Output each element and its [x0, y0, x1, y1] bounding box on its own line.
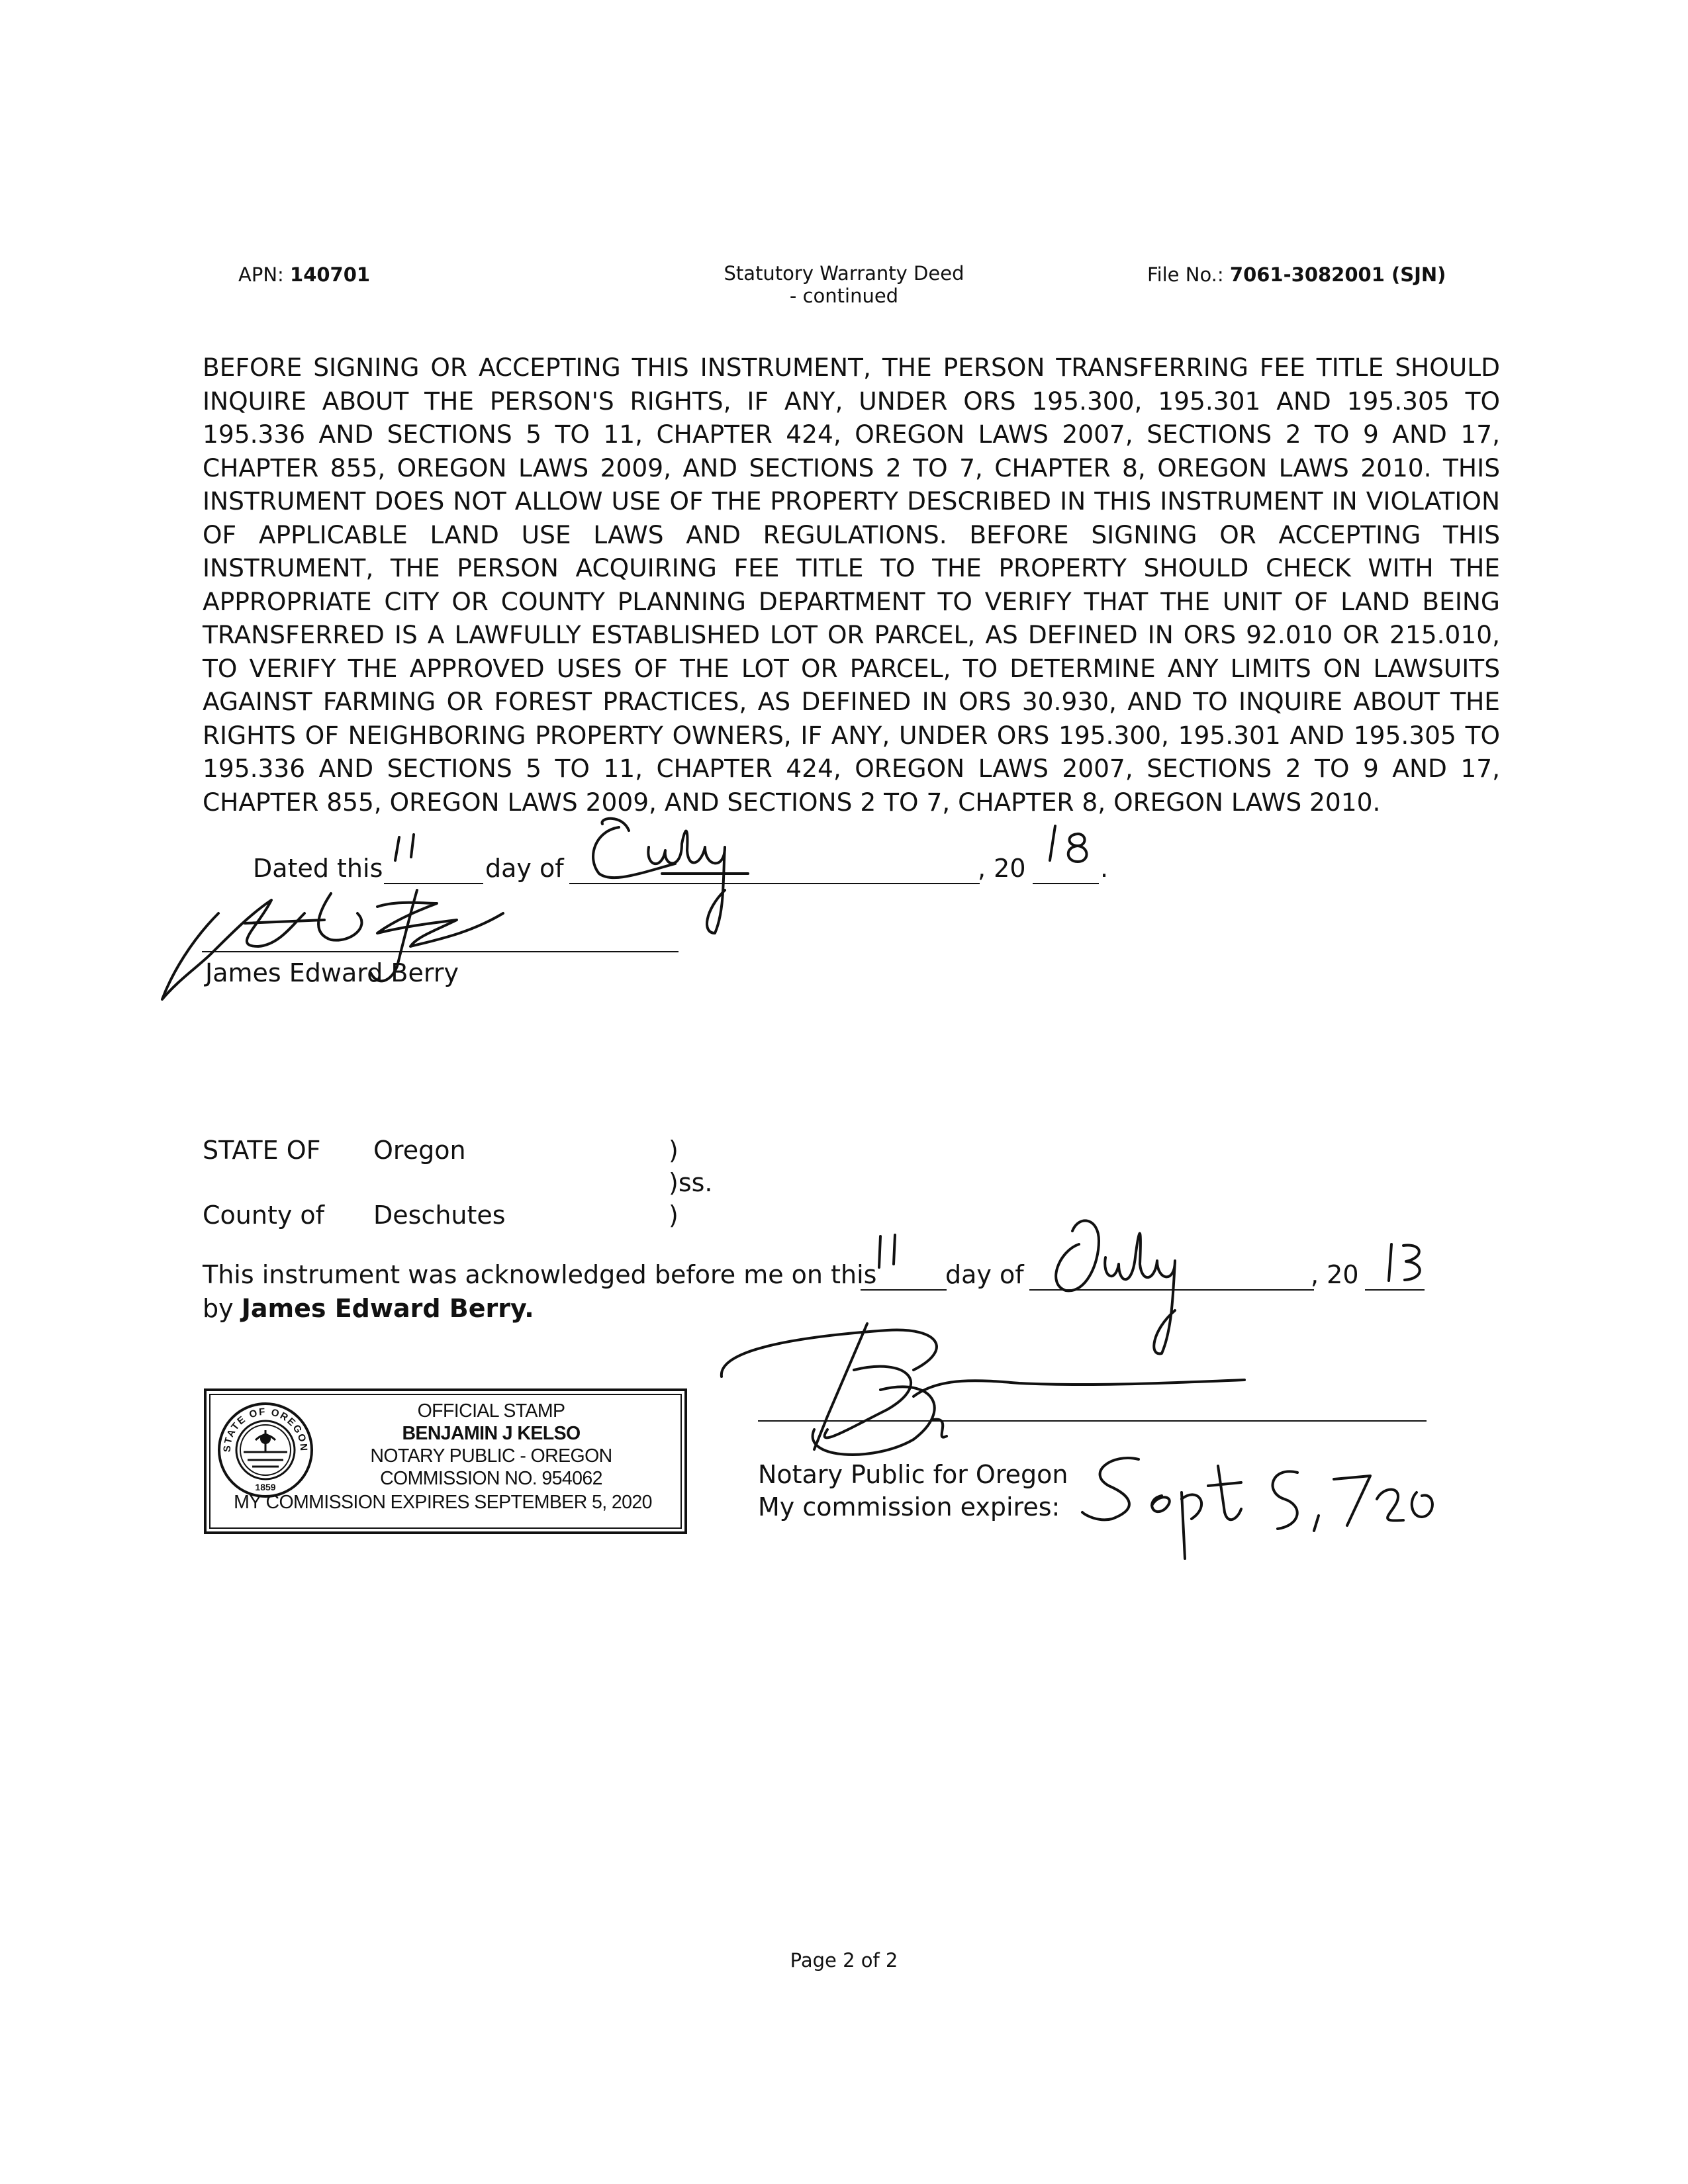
dated-prefix: Dated this: [253, 854, 383, 883]
handwritten-day-ack: [867, 1231, 914, 1277]
state-label: STATE OF: [203, 1136, 321, 1165]
ack-day-line: [861, 1289, 947, 1291]
county-label: County of: [203, 1201, 325, 1230]
apn-label: APN:: [238, 263, 284, 286]
handwritten-year-dated: [1046, 821, 1099, 874]
stamp-line5: MY COMMISSION EXPIRES SEPTEMBER 5, 2020: [234, 1492, 652, 1513]
ack-year-prefix: , 20: [1311, 1260, 1359, 1289]
stamp-line2: BENJAMIN J KELSO: [402, 1423, 581, 1444]
venue-ss: )ss.: [669, 1168, 713, 1197]
ack-prefix: This instrument was acknowledged before me on this: [203, 1260, 877, 1289]
stamp-line3: NOTARY PUBLIC - OREGON: [370, 1445, 612, 1467]
stamp-line4: COMMISSION NO. 954062: [380, 1468, 602, 1489]
legal-disclaimer: BEFORE SIGNING OR ACCEPTING THIS INSTRUMENT, THE PERSON TRANSFERRING FEE TITLE SHOULD INQUIRE ABOUT THE PERSON'S RIGHTS, IF ANY, UNDER ORS 195.300, 195.301 AND 195.305 TO 195.336 AND SECTIONS 5 TO 11, CHAPTER 424, OREGON LAWS 2007, SECTIONS 2 TO 9 AND 17, CHAPTER 855, OREGON LAWS 2009, AND SECTIONS 2 TO 7, CHAPTER 8, OREGON LAWS 2010. THIS INSTRUMENT DOES NOT ALLOW USE OF THE PROPERTY DESCRIBED IN THIS INSTRUMENT IN VIOLATION OF APPLICABLE LAND USE LAWS AND REGULATIONS. BEFORE SIGNING OR ACCEPTING THIS INSTRUMENT, THE PERSON ACQUIRING FEE TITLE TO THE PROPERTY SHOULD CHECK WITH THE APPROPRIATE CITY OR COUNTY PLANNING DEPARTMENT TO VERIFY THAT THE UNIT OF LAND BEING TRANSFERRED IS A LAWFULLY ESTABLISHED LOT OR PARCEL, AS DEFINED IN ORS 92.010 OR 215.010, TO VERIFY THE APPROVED USES OF THE LOT OR PARCEL, TO DETERMINE ANY LIMITS ON LAWSUITS AGAINST FARMING OR FOREST PRACTICES, AS DEFINED IN ORS 30.930, AND TO INQUIRE ABOUT THE RIGHTS OF NEIGHBORING PROPERTY OWNERS, IF ANY, UNDER ORS 195.300, 195.301 AND 195.305 TO 195.336 AND SECTIONS 5 TO 11, CHAPTER 424, OREGON LAWS 2007, SECTIONS 2 TO 9 AND 17,: [203, 353, 1500, 783]
dated-year-prefix: , 20: [978, 854, 1026, 883]
venue-paren-top: ): [669, 1136, 679, 1165]
handwritten-expiry: [1072, 1446, 1443, 1572]
doc-subtitle: - continued: [789, 285, 899, 307]
ack-by-name: James Edward Berry.: [241, 1294, 534, 1323]
file-number: [1147, 263, 1446, 286]
handwritten-year-ack: [1383, 1238, 1430, 1291]
seal-text: STATE OF OREGON: [221, 1406, 310, 1453]
notary-line2: My commission expires:: [758, 1492, 1060, 1522]
notary-line1: Notary Public for Oregon: [758, 1460, 1068, 1489]
legal-disclaimer-last-line: CHAPTER 855, OREGON LAWS 2009, AND SECTIONS 2 TO 7, CHAPTER 8, OREGON LAWS 2010.: [203, 788, 1381, 817]
doc-title: Statutory Warranty Deed: [724, 262, 964, 285]
ack-by-label: by: [203, 1294, 234, 1323]
dated-year-line: [1033, 883, 1099, 884]
state-value: Oregon: [373, 1136, 466, 1165]
notary-stamp: [204, 1388, 687, 1534]
ack-day-of: day of: [945, 1260, 1024, 1289]
apn: [238, 263, 370, 286]
stamp-line1: OFFICIAL STAMP: [417, 1400, 565, 1422]
handwritten-day-dated: [387, 831, 434, 870]
ack-by: [203, 1294, 534, 1323]
handwritten-month-dated: [583, 811, 755, 943]
grantor-name: James Edward Berry: [205, 958, 459, 987]
venue-paren-bottom: ): [669, 1201, 679, 1230]
file-label: File No.:: [1147, 263, 1224, 286]
page-number: Page 2 of 2: [790, 1949, 898, 1972]
oregon-state-seal: [216, 1400, 315, 1500]
dated-day-of: day of: [485, 854, 564, 883]
county-value: Deschutes: [373, 1201, 506, 1230]
dated-suffix: .: [1100, 854, 1109, 883]
file-value: 7061-3082001 (SJN): [1229, 263, 1446, 286]
doc-title-block: [662, 262, 1026, 307]
apn-value: 140701: [290, 263, 371, 286]
seal-year: 1859: [255, 1482, 276, 1492]
